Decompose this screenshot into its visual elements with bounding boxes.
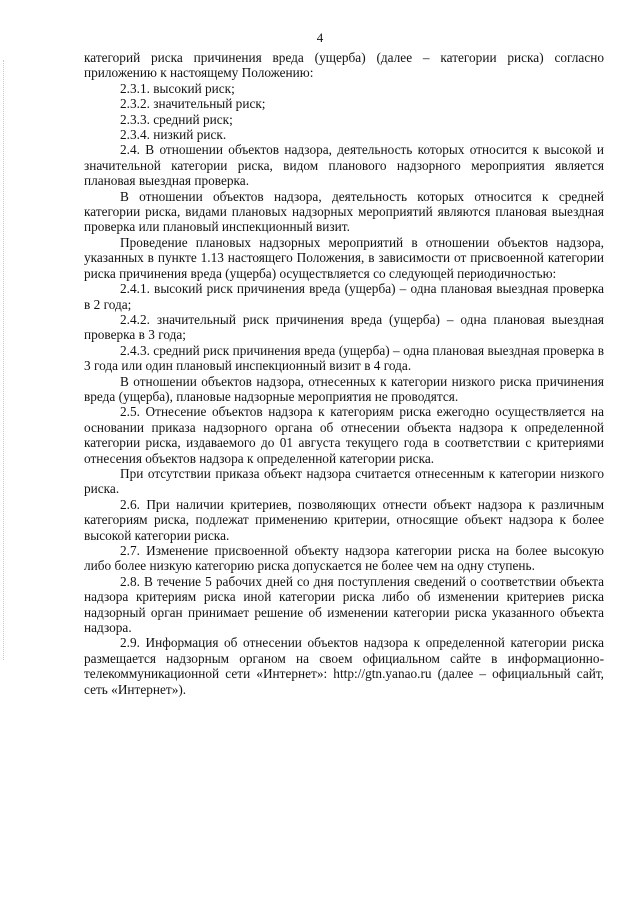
paragraph-2-6: 2.6. При наличии критериев, позволяющих отнести объект надзора к различным категориям риска, подлежат применению критерии, относящие объект надзора к более высокой категории риска. xyxy=(84,496,604,543)
list-item-high-risk: 2.3.1. высокий риск; xyxy=(120,80,235,96)
document-body xyxy=(84,50,604,697)
paragraph-2-8: 2.8. В течение 5 рабочих дней со дня поступления сведений о соответствии объекта надзора критериям риска иной категории риска либо об изменении критериев риска надзорный орган принимает решение об изменении категории риска указанного объекта надзора. xyxy=(84,573,604,636)
page-number: 4 xyxy=(316,30,324,45)
list-item-significant-risk: 2.3.2. значительный риск; xyxy=(120,96,266,112)
paragraph: В отношении объектов надзора, отнесенных к категории низкого риска причинения вреда (ущерба), плановые надзорные мероприятия не проводятся. xyxy=(84,373,604,404)
paragraph-2-9: 2.9. Информация об отнесении объектов надзора к определенной категории риска размещается надзорным органом на своем официальном сайте в информационно-телекоммуникационной сети «Интернет»: http://gtn.yanao.ru (далее – официальный сайт, сеть «Интернет»). xyxy=(84,635,604,697)
paragraph-2-5: 2.5. Отнесение объектов надзора к категориям риска ежегодно осуществляется на основании приказа надзорного органа об отнесении объекта надзора к определенной категории риска, издаваемого до 01 августа текущего года в соответствии с критериями отнесения объектов надзора к определенной категории риска. xyxy=(84,404,604,466)
list-item-low-risk: 2.3.4. низкий риск. xyxy=(120,127,227,143)
paragraph: В отношении объектов надзора, деятельность которых относится к средней категории риска, видами плановых надзорных мероприятий являются плановая выездная проверка или плановый инспекционный визит. xyxy=(84,188,604,235)
paragraph: категорий риска причинения вреда (ущерба) (далее – категории риска) согласно приложению к настоящему Положению: xyxy=(84,50,604,81)
paragraph-2-4: 2.4. В отношении объектов надзора, деятельность которых относится к высокой и значительной категории риска, видом планового надзорного мероприятия является плановая выездная проверка. xyxy=(84,142,604,189)
scan-margin-artifact xyxy=(3,60,5,660)
paragraph: При отсутствии приказа объект надзора считается отнесенным к категории низкого риска. xyxy=(84,465,604,497)
list-item-medium-risk: 2.3.3. средний риск; xyxy=(120,111,233,127)
paragraph-2-7: 2.7. Изменение присвоенной объекту надзора категории риска на более высокую либо более низкую категорию риска допускается не более чем на одну ступень. xyxy=(84,543,604,574)
list-item-2-4-3: 2.4.3. средний риск причинения вреда (ущерба) – одна плановая выездная проверка в 3 года или один плановый инспекционный визит в 4 года. xyxy=(84,342,604,374)
paragraph: Проведение плановых надзорных мероприятий в отношении объектов надзора, указанных в пункте 1.13 настоящего Положения, в зависимости от присвоенной категории риска причинения вреда (ущерба) осуществляется со следующей периодичностью: xyxy=(84,234,604,281)
list-item-2-4-2: 2.4.2. значительный риск причинения вреда (ущерба) – одна плановая выездная проверка в 3 года; xyxy=(84,311,604,343)
list-item-2-4-1: 2.4.1. высокий риск причинения вреда (ущерба) – одна плановая выездная проверка в 2 года; xyxy=(84,281,604,312)
